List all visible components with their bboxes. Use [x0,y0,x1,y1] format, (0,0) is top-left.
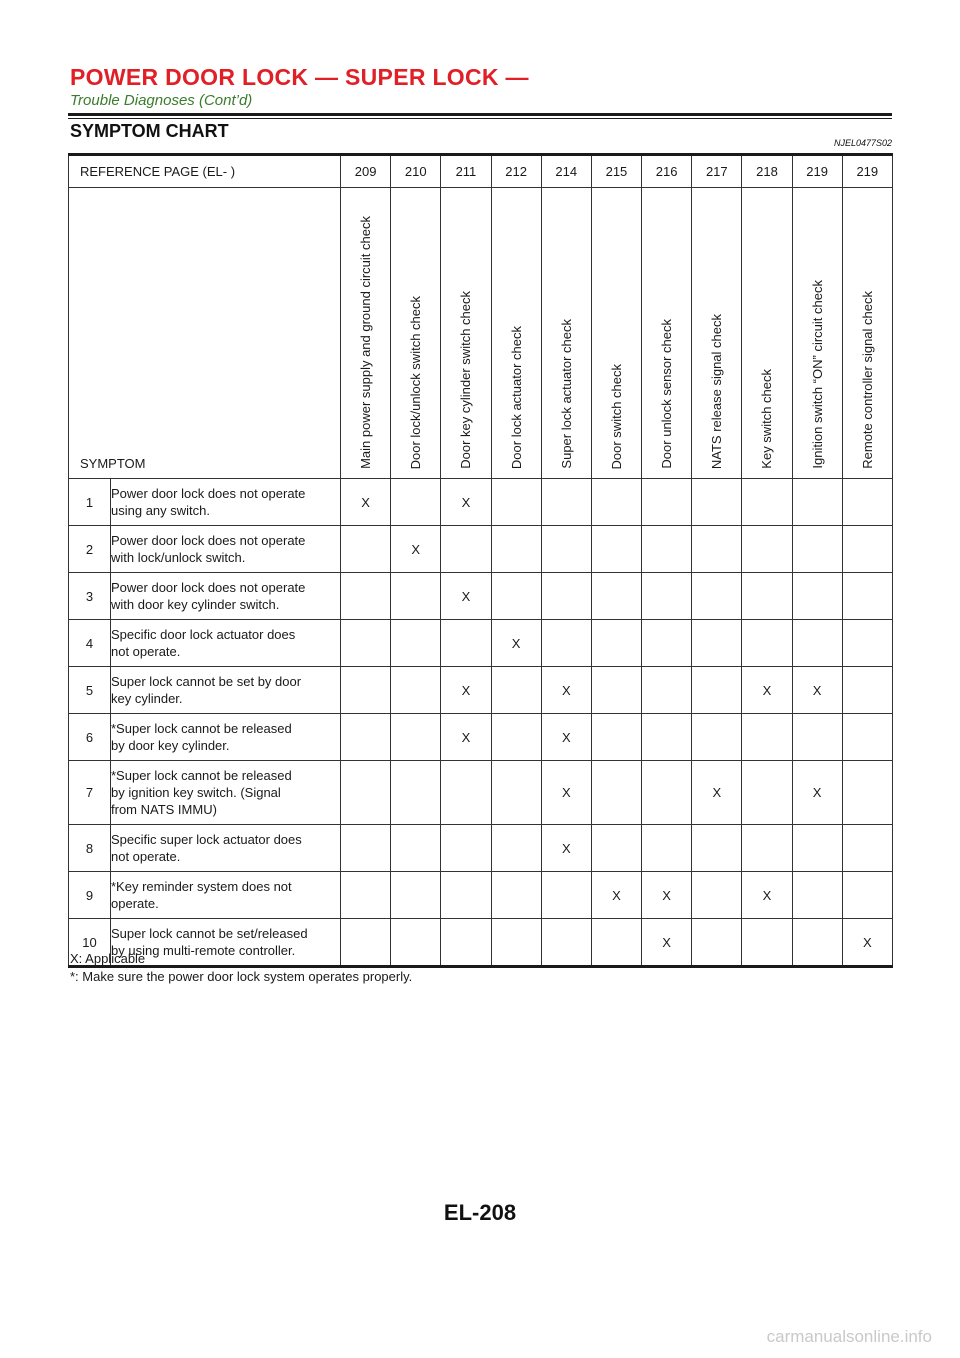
watermark: carmanualsonline.info [766,1327,932,1346]
applicability-mark [341,825,391,872]
symptom-description-line: *Key reminder system does not [111,879,292,894]
applicability-mark [742,919,792,967]
applicability-mark [341,872,391,919]
symptom-description-line: Power door lock does not operate [111,486,306,501]
applicability-mark: X [441,667,491,714]
check-column-header [742,188,792,479]
check-label: Door unlock sensor check [659,319,675,469]
check-label: Door key cylinder switch check [458,291,474,469]
applicability-mark: X [742,872,792,919]
page-number: EL-208 [443,1200,517,1225]
applicability-mark [491,714,541,761]
applicability-mark: X [642,872,692,919]
check-label: Main power supply and ground circuit check [358,216,374,469]
symptom-description [111,667,341,714]
symptom-description-line: *Super lock cannot be released [111,721,292,736]
reference-page-number: 216 [642,155,692,188]
symptom-description-line: with lock/unlock switch. [111,550,246,565]
note-applicable: X: Applicable [70,951,146,966]
applicability-mark [491,919,541,967]
applicability-mark [341,526,391,573]
applicability-mark [742,620,792,667]
check-label: Door switch check [608,363,624,469]
check-column-header [792,188,842,479]
applicability-mark: X [642,919,692,967]
symptom-row [69,825,893,872]
applicability-mark [541,526,591,573]
applicability-mark [842,620,892,667]
applicability-mark [391,825,441,872]
symptom-description-line: using any switch. [111,503,210,518]
check-label: Door lock/unlock switch check [408,295,424,469]
applicability-mark [341,620,391,667]
applicability-mark [742,761,792,825]
applicability-mark [692,714,742,761]
symptom-description-line: Specific super lock actuator does [111,832,302,847]
symptom-description [111,714,341,761]
symptom-rows [69,479,893,967]
symptom-number: 6 [69,714,111,761]
applicability-mark [341,573,391,620]
symptom-description-line: Power door lock does not operate [111,533,306,548]
symptom-description [111,872,341,919]
applicability-mark [341,761,391,825]
check-label: Ignition switch “ON” circuit check [809,280,825,469]
applicability-mark [742,573,792,620]
applicability-mark [642,479,692,526]
check-label: Key switch check [759,369,775,469]
applicability-mark [692,919,742,967]
applicability-mark [842,479,892,526]
applicability-mark [541,573,591,620]
check-column-header [341,188,391,479]
applicability-mark [842,872,892,919]
header-rule-thin [68,118,892,119]
check-column-header [391,188,441,479]
symptom-chart-table [68,153,893,968]
symptom-row [69,526,893,573]
applicability-mark [842,714,892,761]
symptom-number: 4 [69,620,111,667]
check-header-row [69,188,893,479]
symptom-description [111,479,341,526]
applicability-mark: X [441,714,491,761]
symptom-description-line: Power door lock does not operate [111,580,306,595]
applicability-mark [591,825,641,872]
symptom-description-line: from NATS IMMU) [111,802,217,817]
symptom-number: 10 [69,919,111,967]
reference-page-number: 217 [692,155,742,188]
applicability-mark [591,479,641,526]
applicability-mark [441,526,491,573]
applicability-mark [591,714,641,761]
applicability-mark: X [742,667,792,714]
symptom-description-line: by door key cylinder. [111,738,230,753]
applicability-mark [692,620,742,667]
symptom-description [111,761,341,825]
applicability-mark: X [541,761,591,825]
check-label: Door lock actuator check [508,325,524,469]
applicability-mark [742,714,792,761]
applicability-mark [692,573,742,620]
reference-page-number: 209 [341,155,391,188]
applicability-mark [792,872,842,919]
applicability-mark [341,714,391,761]
symptom-description [111,825,341,872]
symptom-description-line: Super lock cannot be set by door [111,674,302,689]
check-column-header [842,188,892,479]
applicability-mark [792,573,842,620]
reference-page-number: 211 [441,155,491,188]
symptom-row [69,872,893,919]
reference-page-number: 219 [792,155,842,188]
applicability-mark [391,714,441,761]
applicability-mark: X [441,573,491,620]
symptom-row [69,667,893,714]
applicability-mark: X [541,825,591,872]
applicability-mark [642,573,692,620]
symptom-number: 9 [69,872,111,919]
applicability-mark [441,872,491,919]
applicability-mark [391,620,441,667]
applicability-mark [341,667,391,714]
applicability-mark [591,620,641,667]
symptom-description-line: Super lock cannot be set/released [111,926,308,941]
applicability-mark [491,825,541,872]
symptom-number: 7 [69,761,111,825]
reference-page-number: 210 [391,155,441,188]
symptom-description [111,620,341,667]
check-column-header [692,188,742,479]
applicability-mark [541,620,591,667]
applicability-mark [391,667,441,714]
applicability-mark [491,479,541,526]
applicability-mark [491,667,541,714]
symptom-row [69,761,893,825]
applicability-mark: X [341,479,391,526]
applicability-mark [842,761,892,825]
symptom-description-line: by ignition key switch. (Signal [111,785,281,800]
applicability-mark [441,620,491,667]
applicability-mark: X [792,667,842,714]
document-code: NJEL0477S02 [833,138,892,148]
symptom-description-line: not operate. [111,644,181,659]
applicability-mark [792,479,842,526]
applicability-mark: X [391,526,441,573]
symptom-description [111,526,341,573]
applicability-mark: X [842,919,892,967]
check-label: NATS release signal check [709,313,725,469]
symptom-description-line: Specific door lock actuator does [111,627,296,642]
applicability-mark: X [692,761,742,825]
applicability-mark [692,479,742,526]
applicability-mark [792,526,842,573]
symptom-description [111,573,341,620]
symptom-number: 5 [69,667,111,714]
applicability-mark [441,761,491,825]
check-label: Super lock actuator check [558,319,574,469]
applicability-mark [642,761,692,825]
symptom-column-label: SYMPTOM [69,188,341,479]
chart-notes [70,950,412,986]
applicability-mark: X [491,620,541,667]
symptom-description-line: not operate. [111,849,181,864]
check-column-header [541,188,591,479]
applicability-mark [842,667,892,714]
applicability-mark [591,761,641,825]
applicability-mark [541,479,591,526]
header-rule [68,113,892,116]
applicability-mark [642,526,692,573]
applicability-mark [441,825,491,872]
applicability-mark [541,919,591,967]
applicability-mark [491,526,541,573]
reference-page-number: 212 [491,155,541,188]
section-title: SYMPTOM CHART [70,121,229,141]
symptom-number: 3 [69,573,111,620]
symptom-description-line: by using multi-remote controller. [111,943,296,958]
applicability-mark: X [541,667,591,714]
applicability-mark [692,526,742,573]
applicability-mark: X [541,714,591,761]
applicability-mark [692,872,742,919]
reference-page-label: REFERENCE PAGE (EL- ) [69,155,341,188]
symptom-row [69,620,893,667]
applicability-mark [642,714,692,761]
applicability-mark: X [591,872,641,919]
symptom-row [69,479,893,526]
applicability-mark [792,919,842,967]
reference-page-number: 219 [842,155,892,188]
document-header-subtitle: Trouble Diagnoses (Cont’d) [70,92,253,109]
symptom-description-line: operate. [111,896,159,911]
applicability-mark [391,761,441,825]
check-column-header [642,188,692,479]
applicability-mark [491,761,541,825]
symptom-row [69,714,893,761]
applicability-mark [491,872,541,919]
applicability-mark [491,573,541,620]
reference-page-number: 218 [742,155,792,188]
check-column-header [491,188,541,479]
applicability-mark [692,667,742,714]
document-header-title: POWER DOOR LOCK — SUPER LOCK — [70,64,529,90]
applicability-mark [842,573,892,620]
symptom-number: 2 [69,526,111,573]
applicability-mark [642,825,692,872]
symptom-number: 8 [69,825,111,872]
applicability-mark [391,573,441,620]
applicability-mark [792,825,842,872]
symptom-description-line: with door key cylinder switch. [111,597,280,612]
applicability-mark: X [441,479,491,526]
applicability-mark [441,919,491,967]
applicability-mark [541,872,591,919]
applicability-mark [842,825,892,872]
applicability-mark [642,620,692,667]
reference-page-number: 215 [591,155,641,188]
symptom-row [69,573,893,620]
applicability-mark [391,872,441,919]
applicability-mark [742,479,792,526]
applicability-mark [642,667,692,714]
symptom-description-line: *Super lock cannot be released [111,768,292,783]
reference-page-number: 214 [541,155,591,188]
reference-page-row [69,155,893,188]
check-label: Remote controller signal check [859,291,875,469]
applicability-mark [591,667,641,714]
applicability-mark [792,620,842,667]
applicability-mark [792,714,842,761]
applicability-mark [842,526,892,573]
applicability-mark [692,825,742,872]
applicability-mark [591,919,641,967]
applicability-mark: X [792,761,842,825]
check-column-header [591,188,641,479]
note-asterisk: *: Make sure the power door lock system operates properly. [70,969,413,984]
applicability-mark [391,479,441,526]
applicability-mark [591,526,641,573]
applicability-mark [742,825,792,872]
symptom-number: 1 [69,479,111,526]
symptom-description-line: key cylinder. [111,691,183,706]
applicability-mark [742,526,792,573]
applicability-mark [591,573,641,620]
check-column-header [441,188,491,479]
